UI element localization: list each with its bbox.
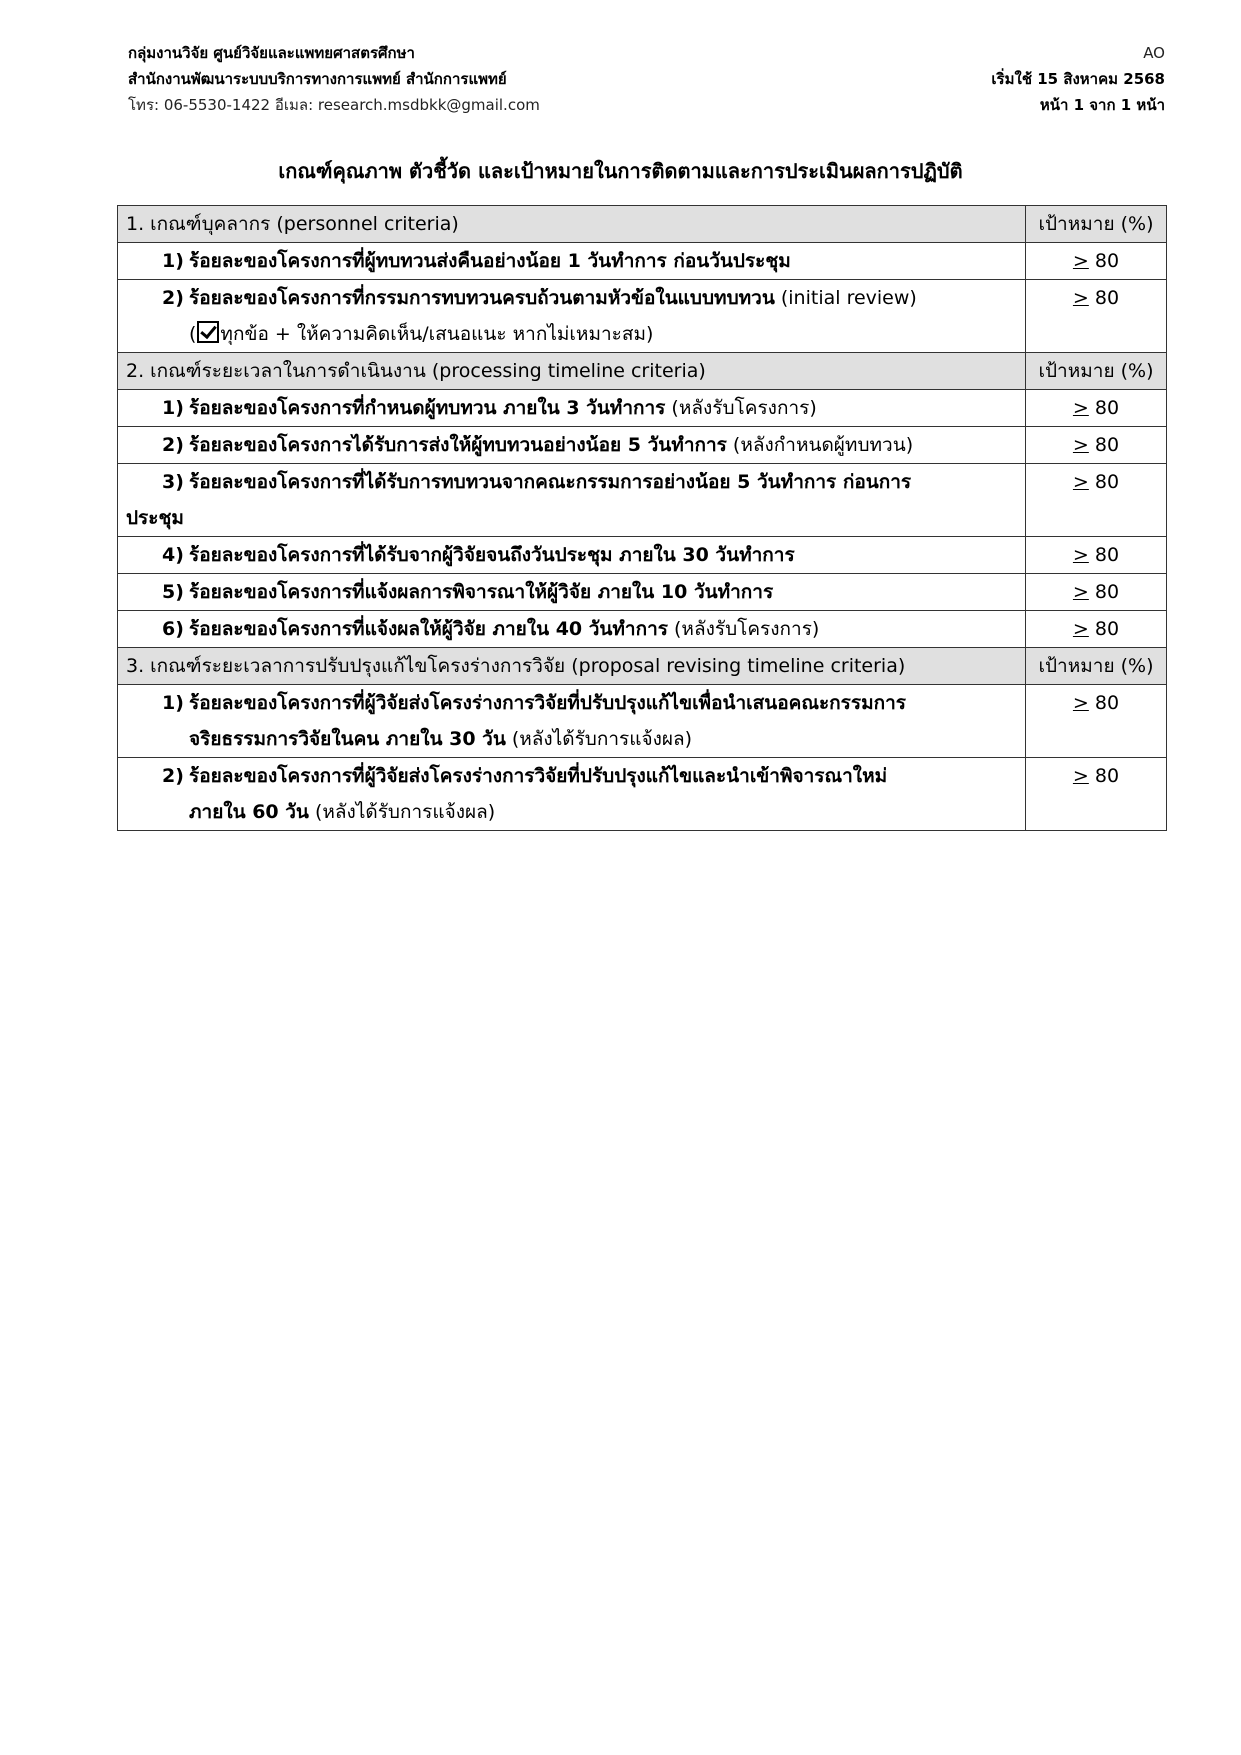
target-cell xyxy=(1026,243,1167,280)
item-continuation: ประชุม xyxy=(126,507,184,529)
target-cell xyxy=(1026,611,1167,648)
section-header-revising xyxy=(118,648,1167,685)
target-value: 80 xyxy=(1088,765,1120,787)
item-text: ร้อยละของโครงการที่แจ้งผลการพิจารณาให้ผู้วิจัย ภายใน 10 วันทำการ xyxy=(189,581,774,603)
section-header-processing xyxy=(118,353,1167,390)
target-value: 80 xyxy=(1088,544,1120,566)
item-text: ร้อยละของโครงการที่กำหนดผู้ทบทวน ภายใน 3 วันทำการ xyxy=(189,397,666,419)
table-row xyxy=(118,758,1167,831)
item-number: 5) xyxy=(162,581,184,603)
item-note: (หลังรับโครงการ) xyxy=(665,397,817,419)
ge-symbol: > xyxy=(1072,287,1089,309)
ge-symbol: > xyxy=(1072,544,1089,566)
item-text: ร้อยละของโครงการที่กรรมการทบทวนครบถ้วนตามหัวข้อในแบบทบทวน xyxy=(189,287,775,309)
criterion-cell xyxy=(118,464,1026,537)
criterion-cell xyxy=(118,280,1026,353)
criterion-cell xyxy=(118,537,1026,574)
target-cell xyxy=(1026,464,1167,537)
page-number: หน้า 1 จาก 1 หน้า xyxy=(1039,96,1165,114)
ge-symbol: > xyxy=(1072,581,1089,603)
criterion-cell xyxy=(118,685,1026,758)
ge-symbol: > xyxy=(1072,692,1089,714)
ge-symbol: > xyxy=(1072,471,1089,493)
table-row xyxy=(118,427,1167,464)
item-text: ร้อยละของโครงการที่แจ้งผลให้ผู้วิจัย ภายใน 40 วันทำการ xyxy=(189,618,668,640)
table-row xyxy=(118,243,1167,280)
ge-symbol: > xyxy=(1072,397,1089,419)
item-text: ร้อยละของโครงการที่ผู้วิจัยส่งโครงร่างการวิจัยที่ปรับปรุงแก้ไขและนำเข้าพิจารณาใหม่ xyxy=(189,765,888,787)
item-number: 3) xyxy=(162,471,184,493)
target-value: 80 xyxy=(1088,581,1120,603)
effective-date: เริ่มใช้ 15 สิงหาคม 2568 xyxy=(991,70,1165,88)
item-text: ร้อยละของโครงการที่ได้รับจากผู้วิจัยจนถึงวันประชุม ภายใน 30 วันทำการ xyxy=(189,544,795,566)
item-number: 2) xyxy=(162,287,184,309)
target-value: 80 xyxy=(1088,250,1120,272)
target-heading: เป้าหมาย (%) xyxy=(1026,353,1167,390)
header-right xyxy=(991,40,1165,118)
item-number: 1) xyxy=(162,250,184,272)
criterion-cell xyxy=(118,758,1026,831)
target-value: 80 xyxy=(1088,471,1120,493)
target-cell xyxy=(1026,537,1167,574)
criterion-cell xyxy=(118,243,1026,280)
item-note: (หลังรับโครงการ) xyxy=(667,618,820,640)
document-title: เกณฑ์คุณภาพ ตัวชี้วัด และเป้าหมายในการติดตามและการประเมินผลการปฏิบัติ xyxy=(278,159,963,183)
header-org-line: กลุ่มงานวิจัย ศูนย์วิจัยและแพทยศาสตรศึกษา xyxy=(128,44,415,62)
target-cell xyxy=(1026,685,1167,758)
target-value: 80 xyxy=(1088,434,1120,456)
item-text: ร้อยละของโครงการได้รับการส่งให้ผู้ทบทวนอย่างน้อย 5 วันทำการ xyxy=(189,434,727,456)
criterion-cell xyxy=(118,390,1026,427)
target-value: 80 xyxy=(1088,287,1120,309)
doc-code: AO xyxy=(1143,44,1165,62)
table-row xyxy=(118,464,1167,537)
target-value: 80 xyxy=(1088,397,1120,419)
item-note: (initial review) xyxy=(774,287,917,309)
criterion-cell xyxy=(118,574,1026,611)
table-row xyxy=(118,574,1167,611)
item-number: 1) xyxy=(162,692,184,714)
item-number: 2) xyxy=(162,765,184,787)
table-row xyxy=(118,685,1167,758)
ge-symbol: > xyxy=(1072,765,1089,787)
header-left xyxy=(128,40,540,118)
target-value: 80 xyxy=(1088,692,1120,714)
criteria-table xyxy=(117,205,1167,831)
item-note: (หลังได้รับการแจ้งผล) xyxy=(505,728,693,750)
criterion-cell xyxy=(118,427,1026,464)
ge-symbol: > xyxy=(1072,618,1089,640)
target-value: 80 xyxy=(1088,618,1120,640)
header-contact-line: โทร: 06-5530-1422 อีเมล: research.msdbkk@gmail.com xyxy=(128,96,540,114)
target-heading: เป้าหมาย (%) xyxy=(1026,648,1167,685)
item-note: (หลังกำหนดผู้ทบทวน) xyxy=(726,434,914,456)
target-cell xyxy=(1026,574,1167,611)
section-title: 1. เกณฑ์บุคลากร (personnel criteria) xyxy=(118,206,1026,243)
table-row xyxy=(118,280,1167,353)
item-number: 1) xyxy=(162,397,184,419)
section-title: 2. เกณฑ์ระยะเวลาในการดำเนินงาน (processing timeline criteria) xyxy=(118,353,1026,390)
table-row xyxy=(118,390,1167,427)
item-text: ร้อยละของโครงการที่ผู้วิจัยส่งโครงร่างการวิจัยที่ปรับปรุงแก้ไขเพื่อนำเสนอคณะกรรมการ xyxy=(189,692,906,714)
paren-open: ( xyxy=(189,323,197,345)
header-office-line: สำนักงานพัฒนาระบบบริการทางการแพทย์ สำนักการแพทย์ xyxy=(128,70,507,88)
item-note: (หลังได้รับการแจ้งผล) xyxy=(308,801,496,823)
target-cell xyxy=(1026,390,1167,427)
target-cell xyxy=(1026,427,1167,464)
item-continuation: ภายใน 60 วัน xyxy=(189,801,309,823)
item-continuation: ทุกข้อ + ให้ความคิดเห็น/เสนอแนะ หากไม่เหมาะสม) xyxy=(220,323,654,345)
target-cell xyxy=(1026,758,1167,831)
item-number: 6) xyxy=(162,618,184,640)
item-number: 2) xyxy=(162,434,184,456)
item-text: ร้อยละของโครงการที่ได้รับการทบทวนจากคณะกรรมการอย่างน้อย 5 วันทำการ ก่อนการ xyxy=(189,471,912,493)
criterion-cell xyxy=(118,611,1026,648)
section-title: 3. เกณฑ์ระยะเวลาการปรับปรุงแก้ไขโครงร่างการวิจัย (proposal revising timeline criteria) xyxy=(118,648,1026,685)
section-header-personnel xyxy=(118,206,1167,243)
table-row xyxy=(118,537,1167,574)
item-number: 4) xyxy=(162,544,184,566)
ge-symbol: > xyxy=(1072,434,1089,456)
ge-symbol: > xyxy=(1072,250,1089,272)
item-continuation: จริยธรรมการวิจัยในคน ภายใน 30 วัน xyxy=(189,728,506,750)
target-cell xyxy=(1026,280,1167,353)
item-text: ร้อยละของโครงการที่ผู้ทบทวนส่งคืนอย่างน้อย 1 วันทำการ ก่อนวันประชุม xyxy=(189,250,791,272)
target-heading: เป้าหมาย (%) xyxy=(1026,206,1167,243)
checkbox-checked-icon xyxy=(197,321,219,343)
table-row xyxy=(118,611,1167,648)
